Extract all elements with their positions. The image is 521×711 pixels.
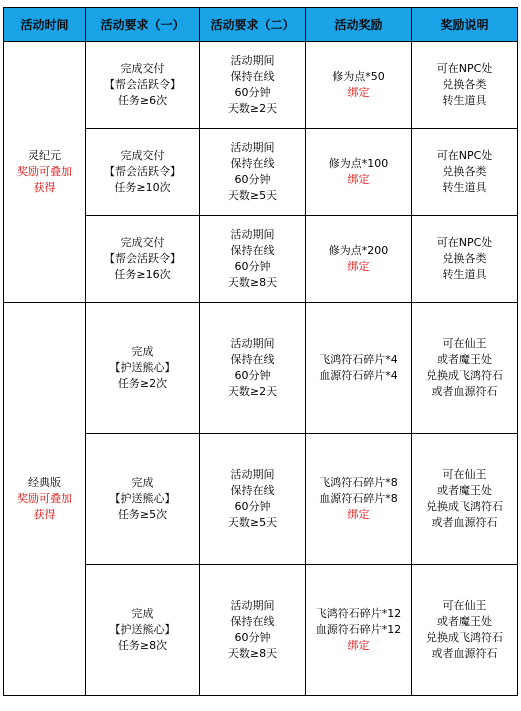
text-line: 【帮会活跃令】	[104, 165, 181, 178]
text-line: 兑换各类	[442, 165, 487, 178]
table-row	[4, 303, 518, 434]
group-name: 灵纪元	[28, 149, 61, 162]
text-line: 或者魔王处	[437, 484, 492, 497]
requirement-2-cell	[200, 303, 306, 434]
reward-cell	[306, 434, 412, 565]
text-line: 转生道具	[442, 181, 487, 194]
reward-item: 修为点*100	[328, 157, 389, 170]
requirement-2-cell	[200, 565, 306, 696]
requirement-2-cell	[200, 434, 306, 565]
reward-cell	[306, 303, 412, 434]
requirement-2-cell	[200, 216, 306, 303]
reward-cell	[306, 42, 412, 129]
requirement-1-cell	[86, 129, 200, 216]
text-line: 天数≥5天	[227, 516, 278, 529]
text-line: 或者血源符石	[431, 516, 498, 529]
requirement-2-cell	[200, 42, 306, 129]
requirement-1-cell	[86, 42, 200, 129]
text-line: 完成交付	[120, 62, 165, 75]
text-line: 完成交付	[120, 149, 165, 162]
text-line: 60分钟	[234, 631, 271, 644]
text-line: 60分钟	[234, 369, 271, 382]
header-reward: 活动奖励	[306, 8, 412, 42]
text-line: 【护送熊心】	[109, 623, 176, 636]
text-line: 任务≥16次	[114, 268, 171, 281]
text-line: 活动期间	[230, 599, 275, 612]
reward-cell	[306, 129, 412, 216]
group-note: 获得	[33, 181, 56, 194]
text-line: 任务≥2次	[117, 377, 168, 390]
text-line: 保持在线	[230, 615, 275, 628]
reward-item: 血源符石碎片*12	[315, 623, 402, 636]
group-note: 奖励可叠加	[17, 165, 72, 178]
table-row	[4, 42, 518, 129]
text-line: 【护送熊心】	[109, 492, 176, 505]
text-line: 任务≥6次	[117, 94, 168, 107]
text-line: 转生道具	[442, 94, 487, 107]
description-cell	[412, 434, 518, 565]
requirement-1-cell	[86, 216, 200, 303]
text-line: 任务≥10次	[114, 181, 171, 194]
reward-cell	[306, 565, 412, 696]
description-cell	[412, 129, 518, 216]
text-line: 兑换成飞鸿符石	[426, 631, 503, 644]
header-activity-time: 活动时间	[4, 8, 86, 42]
reward-item: 血源符石碎片*4	[319, 369, 398, 382]
reward-table	[3, 7, 518, 696]
text-line: 活动期间	[230, 468, 275, 481]
text-line: 转生道具	[442, 268, 487, 281]
text-line: 活动期间	[230, 228, 275, 241]
text-line: 或者血源符石	[431, 385, 498, 398]
reward-item: 飞鸿符石碎片*12	[315, 607, 402, 620]
text-line: 活动期间	[230, 337, 275, 350]
text-line: 保持在线	[230, 484, 275, 497]
text-line: 或者血源符石	[431, 647, 498, 660]
requirement-1-cell	[86, 565, 200, 696]
text-line: 天数≥2天	[227, 385, 278, 398]
bind-label: 绑定	[347, 639, 370, 652]
text-line: 保持在线	[230, 353, 275, 366]
header-requirement-2: 活动要求（二）	[200, 8, 306, 42]
text-line: 或者魔王处	[437, 353, 492, 366]
text-line: 保持在线	[230, 157, 275, 170]
text-line: 天数≥8天	[227, 276, 278, 289]
group-time-cell	[4, 303, 86, 696]
text-line: 可在NPC处	[436, 62, 493, 75]
text-line: 兑换各类	[442, 252, 487, 265]
requirement-1-cell	[86, 303, 200, 434]
description-cell	[412, 42, 518, 129]
text-line: 【帮会活跃令】	[104, 78, 181, 91]
group-time-cell	[4, 42, 86, 303]
text-line: 完成交付	[120, 236, 165, 249]
reward-item: 修为点*200	[328, 244, 389, 257]
group-name: 经典版	[28, 476, 61, 489]
bind-label: 绑定	[347, 508, 370, 521]
text-line: 可在仙王	[442, 599, 487, 612]
text-line: 60分钟	[234, 173, 271, 186]
text-line: 保持在线	[230, 70, 275, 83]
text-line: 可在仙王	[442, 337, 487, 350]
requirement-1-cell	[86, 434, 200, 565]
text-line: 60分钟	[234, 86, 271, 99]
text-line: 完成	[131, 476, 154, 489]
text-line: 可在仙王	[442, 468, 487, 481]
group-note: 奖励可叠加	[17, 492, 72, 505]
text-line: 兑换各类	[442, 78, 487, 91]
text-line: 60分钟	[234, 260, 271, 273]
text-line: 60分钟	[234, 500, 271, 513]
text-line: 【护送熊心】	[109, 361, 176, 374]
requirement-2-cell	[200, 129, 306, 216]
text-line: 兑换成飞鸿符石	[426, 500, 503, 513]
text-line: 可在NPC处	[436, 236, 493, 249]
reward-cell	[306, 216, 412, 303]
description-cell	[412, 216, 518, 303]
text-line: 完成	[131, 345, 154, 358]
text-line: 保持在线	[230, 244, 275, 257]
description-cell	[412, 565, 518, 696]
reward-item: 飞鸿符石碎片*8	[319, 476, 398, 489]
bind-label: 绑定	[347, 86, 370, 99]
text-line: 或者魔王处	[437, 615, 492, 628]
text-line: 天数≥2天	[227, 102, 278, 115]
reward-item: 血源符石碎片*8	[319, 492, 398, 505]
header-reward-description: 奖励说明	[412, 8, 518, 42]
text-line: 活动期间	[230, 141, 275, 154]
text-line: 任务≥8次	[117, 639, 168, 652]
reward-item: 修为点*50	[332, 70, 385, 83]
reward-item: 飞鸿符石碎片*4	[319, 353, 398, 366]
text-line: 可在NPC处	[436, 149, 493, 162]
bind-label: 绑定	[347, 173, 370, 186]
group-note: 获得	[33, 508, 56, 521]
header-row	[4, 8, 518, 42]
text-line: 【帮会活跃令】	[104, 252, 181, 265]
text-line: 兑换成飞鸿符石	[426, 369, 503, 382]
text-line: 完成	[131, 607, 154, 620]
text-line: 天数≥8天	[227, 647, 278, 660]
bind-label: 绑定	[347, 260, 370, 273]
text-line: 活动期间	[230, 54, 275, 67]
description-cell	[412, 303, 518, 434]
text-line: 天数≥5天	[227, 189, 278, 202]
header-requirement-1: 活动要求（一）	[86, 8, 200, 42]
text-line: 任务≥5次	[117, 508, 168, 521]
